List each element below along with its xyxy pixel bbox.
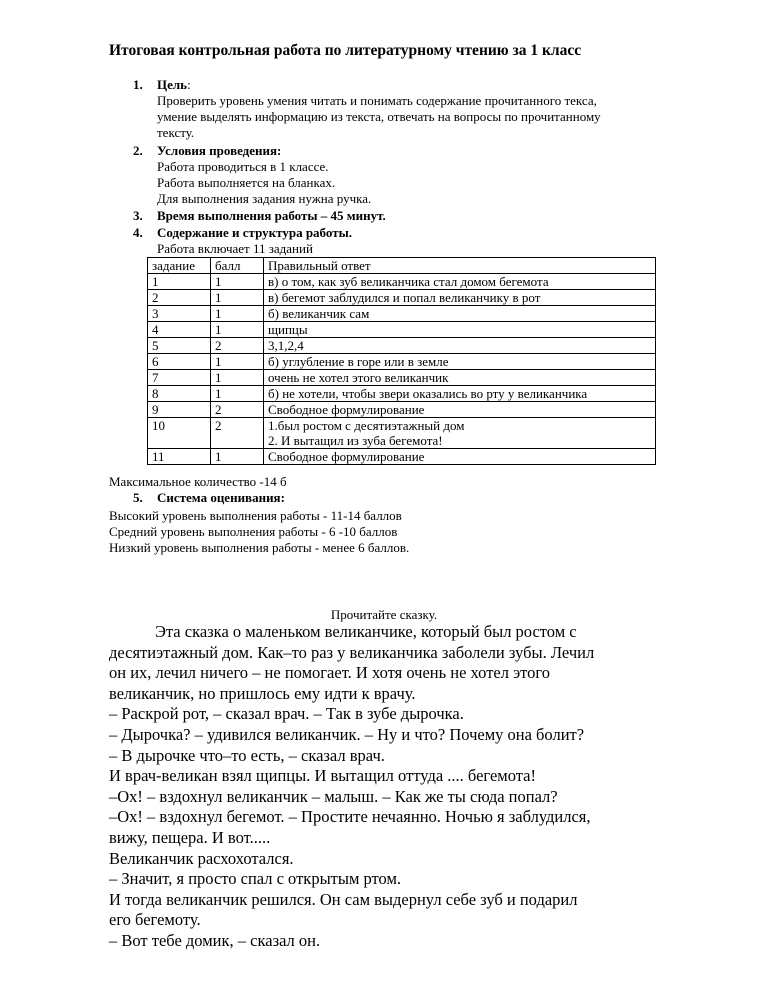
task-answer-line: 2. И вытащил из зуба бегемота! (268, 433, 443, 448)
story-line: И тогда великанчик решился. Он сам выдернул себе зуб и подарил (109, 889, 578, 909)
table-row (148, 306, 656, 322)
task-number: 11 (148, 449, 211, 465)
story-text (109, 622, 669, 952)
task-score: 2 (211, 402, 264, 418)
story-line: – Раскрой рот, – сказал врач. – Так в зубе дырочка. (109, 704, 464, 724)
task-number: 5 (148, 338, 211, 354)
section-heading: Цель (157, 77, 188, 92)
story-line: он их, лечил ничего – не помогает. И хотя очень не хотел этого (109, 663, 551, 683)
table-row (148, 290, 656, 306)
task-number: 8 (148, 386, 211, 402)
header-cell-answer: Правильный ответ (264, 258, 656, 274)
task-score: 1 (211, 370, 264, 386)
section-text: Для выполнения задания нужна ручка. (157, 191, 372, 206)
task-answer: б) углубление в горе или в земле (264, 354, 656, 370)
task-answer: б) великанчик сам (264, 306, 656, 322)
story-line: – Значит, я просто спал с открытым ртом. (109, 869, 402, 889)
task-number: 2 (148, 290, 211, 306)
table-row (148, 370, 656, 386)
task-score: 2 (211, 418, 264, 449)
story-line: И врач-великан взял щипцы. И вытащил оттуда .... бегемота! (109, 766, 536, 786)
story-line: десятиэтажный дом. Как–то раз у великанчика заболели зубы. Лечил (109, 642, 595, 662)
section-number: 1. (133, 77, 143, 92)
section-text: умение выделять информацию из текста, отвечать на вопросы по прочитанному (157, 109, 601, 124)
section-number: 5. (133, 490, 143, 505)
heading-suffix: : (187, 77, 191, 92)
task-score: 1 (211, 354, 264, 370)
task-answer: Свободное формулирование (264, 449, 656, 465)
task-answer: щипцы (264, 322, 656, 338)
task-answer: Свободное формулирование (264, 402, 656, 418)
task-answer (264, 418, 656, 449)
header-cell-task: задание (148, 258, 211, 274)
task-number: 10 (148, 418, 211, 449)
task-answer: б) не хотели, чтобы звери оказались во рту у великанчика (264, 386, 656, 402)
section-text: Работа выполняется на бланках. (157, 175, 336, 190)
task-answer-line: 1.был ростом с десятиэтажный дом (268, 418, 465, 433)
story-line: – Вот тебе домик, – сказал он. (109, 930, 321, 950)
table-row (148, 402, 656, 418)
table-row (148, 274, 656, 290)
story-line: Эта сказка о маленьком великанчике, который был ростом с (155, 622, 577, 641)
table-row (148, 354, 656, 370)
table-row (148, 322, 656, 338)
section-number: 2. (133, 143, 143, 158)
task-number: 9 (148, 402, 211, 418)
section-text: тексту. (157, 125, 195, 140)
table-header-row (148, 258, 656, 274)
section-number: 4. (133, 225, 143, 240)
answers-table (147, 257, 656, 465)
section-heading: Содержание и структура работы. (157, 225, 352, 240)
task-number: 6 (148, 354, 211, 370)
story-line: – В дырочке что–то есть, – сказал врач. (109, 745, 385, 765)
task-score: 1 (211, 449, 264, 465)
section-text: Проверить уровень умения читать и понимать содержание прочитанного текса, (157, 93, 597, 108)
header-cell-score: балл (211, 258, 264, 274)
table-row (148, 449, 656, 465)
table-row (148, 386, 656, 402)
level-medium: Средний уровень выполнения работы - 6 -10 баллов (109, 524, 398, 539)
task-number: 4 (148, 322, 211, 338)
story-line: Великанчик расхохотался. (109, 848, 294, 868)
task-score: 1 (211, 290, 264, 306)
level-low: Низкий уровень выполнения работы - менее 6 баллов. (109, 540, 410, 555)
max-score: Максимальное количество -14 б (109, 474, 287, 489)
task-score: 2 (211, 338, 264, 354)
story-line: великанчик, но пришлось ему идти к врачу. (109, 683, 416, 703)
story-line: –Ох! – вздохнул великанчик – малыш. – Как же ты сюда попал? (109, 786, 558, 806)
document-title: Итоговая контрольная работа по литературному чтению за 1 класс (109, 42, 582, 59)
task-score: 1 (211, 322, 264, 338)
task-answer: в) бегемот заблудился и попал великанчику в рот (264, 290, 656, 306)
story-line: – Дырочка? – удивился великанчик. – Ну и что? Почему она болит? (109, 724, 585, 744)
task-number: 7 (148, 370, 211, 386)
task-answer: очень не хотел этого великанчик (264, 370, 656, 386)
task-score: 1 (211, 386, 264, 402)
story-line: его бегемоту. (109, 910, 201, 930)
read-prompt: Прочитайте сказку. (330, 607, 438, 622)
task-answer: 3,1,2,4 (264, 338, 656, 354)
section-text: Работа проводиться в 1 классе. (157, 159, 329, 174)
story-line: вижу, пещера. И вот..... (109, 827, 271, 847)
task-answer: в) о том, как зуб великанчика стал домом бегемота (264, 274, 656, 290)
task-number: 1 (148, 274, 211, 290)
table-row (148, 338, 656, 354)
level-high: Высокий уровень выполнения работы - 11-14 баллов (109, 508, 402, 523)
table-row (148, 418, 656, 449)
section-text: Работа включает 11 заданий (157, 241, 313, 256)
section-heading: Система оценивания: (157, 490, 285, 505)
section-number: 3. (133, 208, 143, 223)
task-score: 1 (211, 306, 264, 322)
section-heading: Время выполнения работы – 45 минут. (157, 208, 386, 223)
section-heading: Условия проведения: (157, 143, 282, 158)
task-number: 3 (148, 306, 211, 322)
story-line: –Ох! – вздохнул бегемот. – Простите нечаянно. Ночью я заблудился, (109, 807, 591, 827)
task-score: 1 (211, 274, 264, 290)
